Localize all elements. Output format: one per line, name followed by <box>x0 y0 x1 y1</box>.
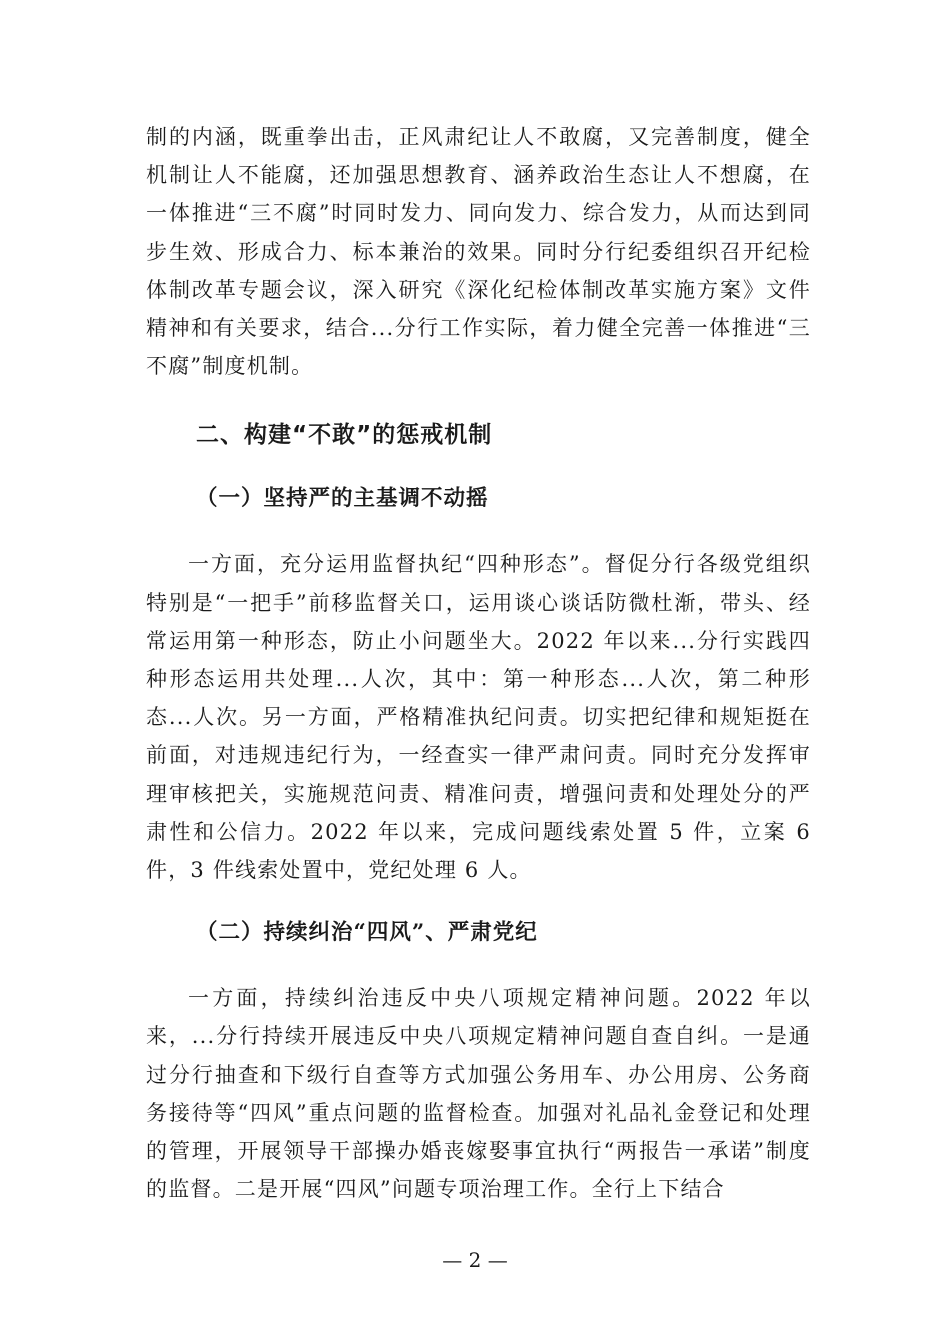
body-paragraph-3: 一方面，持续纠治违反中央八项规定精神问题。2022 年以来，...分行持续开展违反中央八项规定精神问题自查自纠。一是通过分行抽查和下级行自查等方式加强公务用车、办公用房、公务商务接待等“四风”重点问题的监督检查。加强对礼品礼金登记和处理的管理，开展领导干部操办婚丧嫁娶事宜执行“两报告一承诺”制度的监督。二是开展“四风”问题专项治理工作。全行上下结合 <box>146 986 811 1202</box>
subsection-heading-2-2: （二）持续纠治“四风”、严肃党纪 <box>196 920 538 946</box>
body-paragraph-1: 制的内涵，既重拳出击，正风肃纪让人不敢腐，又完善制度，健全机制让人不能腐，还加强思想教育、涵养政治生态让人不想腐，在一体推进“三不腐”时同时发力、同向发力、综合发力，从而达到同步生效、形成合力、标本兼治的效果。同时分行纪委组织召开纪检体制改革专题会议，深入研究《深化纪检体制改革实施方案》文件精神和有关要求，结合...分行工作实际，着力健全完善一体推进“三不腐”制度机制。 <box>146 125 811 379</box>
page-number: — 2 — <box>442 1248 508 1272</box>
section-heading-2: 二、构建“不敢”的惩戒机制 <box>196 422 493 449</box>
body-paragraph-2: 一方面，充分运用监督执纪“四种形态”。督促分行各级党组织特别是“一把手”前移监督关口，运用谈心谈话防微杜渐，带头、经常运用第一种形态，防止小问题坐大。2022 年以来...分行实践四种形态运用共处理...人次，其中：第一种形态...人次，第二种形态...人次。另一方面，严格精准执纪问责。切实把纪律和规矩挺在前面，对违规违纪行为，一经查实一律严肃问责。同时充分发挥审理审核把关，实施规范问责、精准问责，增强问责和处理处分的严肃性和公信力。2022 年以来，完成问题线索处置 5 件，立案 6 件，3 件线索处置中，党纪处理 6 人。 <box>146 552 811 883</box>
document-body <box>146 118 811 1208</box>
subsection-heading-2-1: （一）坚持严的主基调不动摇 <box>196 486 489 512</box>
